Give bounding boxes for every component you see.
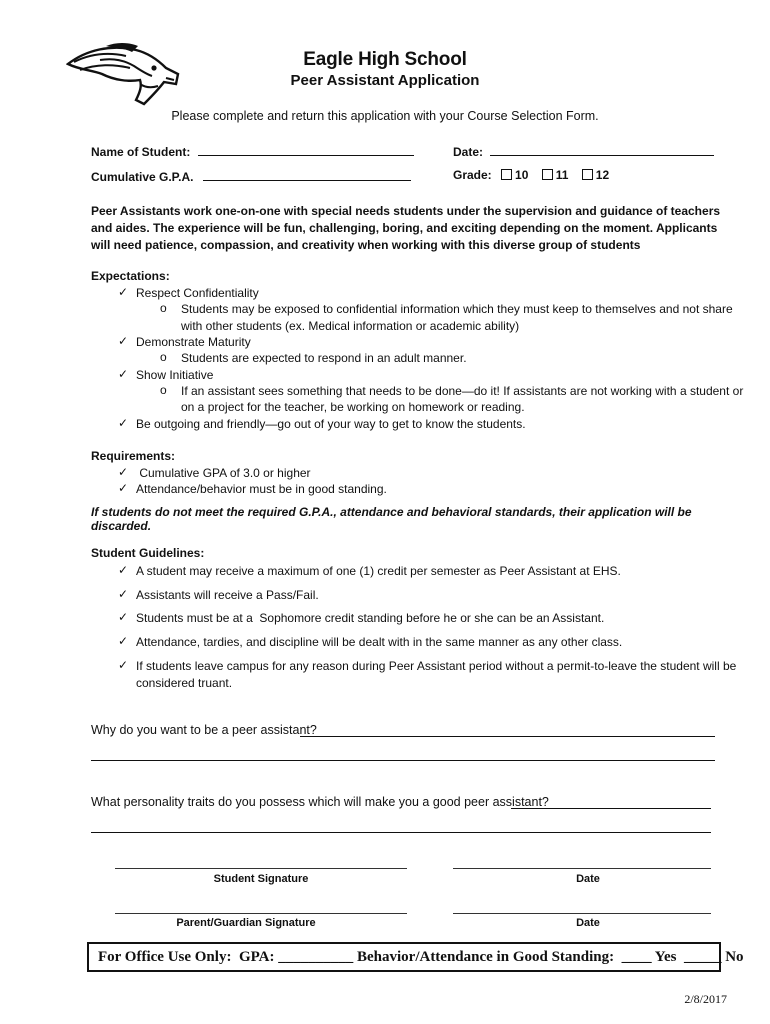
question-why: Why do you want to be a peer assistant? bbox=[91, 723, 317, 737]
grade-option-12: 12 bbox=[595, 168, 610, 182]
check-icon: ✓ bbox=[118, 610, 129, 624]
checkbox-icon[interactable] bbox=[501, 169, 512, 180]
date-line[interactable] bbox=[453, 913, 711, 914]
discard-warning: If students do not meet the required G.P.A., attendance and behavioral standards, their application will be discarded. bbox=[91, 505, 692, 533]
expectations-heading: Expectations: bbox=[91, 269, 170, 283]
name-input-line[interactable] bbox=[198, 143, 414, 156]
office-gpa-label: For Office Use Only: GPA: bbox=[98, 949, 279, 965]
expectation-item: Show Initiative bbox=[136, 368, 214, 382]
intro-text: Please complete and return this application with your Course Selection Form. bbox=[171, 109, 599, 123]
guideline-item: A student may receive a maximum of one (1) credit per semester as Peer Assistant at EHS. bbox=[136, 564, 621, 578]
expectation-item: Demonstrate Maturity bbox=[136, 335, 251, 349]
check-icon: ✓ bbox=[118, 481, 129, 495]
expectation-subitem: Students are expected to respond in an adult manner. bbox=[181, 351, 467, 365]
office-no-label: No bbox=[721, 949, 744, 965]
answer-line[interactable] bbox=[300, 736, 715, 737]
office-standing-label: Behavior/Attendance in Good Standing: bbox=[353, 949, 622, 965]
parent-signature-line[interactable] bbox=[115, 913, 407, 914]
requirement-item: Cumulative GPA of 3.0 or higher bbox=[136, 466, 311, 480]
name-field-row bbox=[91, 143, 414, 159]
expectation-item: Respect Confidentiality bbox=[136, 286, 259, 300]
gpa-field-row bbox=[91, 168, 411, 184]
guideline-item: If students leave campus for any reason during Peer Assistant period without a permit-to-leave the student will be bbox=[136, 659, 737, 673]
date-line[interactable] bbox=[453, 868, 711, 869]
answer-line[interactable] bbox=[91, 832, 711, 833]
expectation-subitem: on a project for the teacher, be working on homework or reading. bbox=[181, 400, 525, 414]
grade-option-10: 10 bbox=[515, 168, 529, 182]
parent-signature-label: Parent/Guardian Signature bbox=[176, 917, 316, 929]
answer-line[interactable] bbox=[511, 808, 711, 809]
date-label: Date bbox=[576, 873, 600, 885]
office-use-box bbox=[87, 942, 744, 972]
student-signature-line[interactable] bbox=[115, 868, 407, 869]
requirements-heading: Requirements: bbox=[91, 449, 176, 463]
date-input-line[interactable] bbox=[490, 143, 714, 156]
grade-label: Grade: bbox=[453, 168, 492, 182]
bullet-o-icon: o bbox=[160, 301, 167, 315]
grade-option-11: 11 bbox=[555, 168, 569, 182]
office-yes-label: Yes bbox=[651, 949, 684, 965]
check-icon: ✓ bbox=[118, 587, 129, 601]
description-paragraph: Peer Assistants work one-on-one with special needs students under the supervision and guidance of teachers and aides. The experience will be fun, challenging, boring, and exciting depending on the moment. Applicants will need patience, compassion, and creativity when working with this diverse group of students bbox=[91, 204, 721, 252]
expectation-subitem: Students may be exposed to confidential information which they must keep to themselves and not share bbox=[181, 302, 733, 316]
school-title: Eagle High School bbox=[303, 49, 467, 70]
name-label: Name of Student: bbox=[91, 145, 191, 159]
expectation-item: Be outgoing and friendly—go out of your way to get to know the students. bbox=[136, 417, 526, 431]
date-field-row bbox=[453, 143, 714, 159]
check-icon: ✓ bbox=[118, 658, 129, 672]
gpa-label: Cumulative G.P.A. bbox=[91, 170, 194, 184]
guideline-item: Students must be at a Sophomore credit standing before he or she can be an Assistant. bbox=[136, 611, 605, 625]
form-title: Peer Assistant Application bbox=[290, 72, 480, 89]
check-icon: ✓ bbox=[118, 563, 129, 577]
question-traits: What personality traits do you possess which will make you a good peer assistant? bbox=[91, 795, 549, 809]
office-no-blank[interactable]: _____ bbox=[683, 949, 722, 965]
guideline-item-continued: considered truant. bbox=[136, 676, 233, 690]
bullet-o-icon: o bbox=[160, 350, 167, 364]
answer-line[interactable] bbox=[91, 760, 715, 761]
checkbox-icon[interactable] bbox=[542, 169, 553, 180]
checkbox-icon[interactable] bbox=[582, 169, 593, 180]
footer-date: 2/8/2017 bbox=[684, 992, 727, 1006]
student-signature-label: Student Signature bbox=[213, 873, 309, 885]
gpa-input-line[interactable] bbox=[203, 168, 411, 181]
expectation-subitem: with other students (ex. Medical information or academic ability) bbox=[181, 319, 520, 333]
check-icon: ✓ bbox=[118, 367, 129, 381]
check-icon: ✓ bbox=[118, 634, 129, 648]
office-gpa-blank[interactable]: __________ bbox=[278, 949, 354, 965]
office-yes-blank[interactable]: ____ bbox=[621, 949, 652, 965]
check-icon: ✓ bbox=[118, 285, 129, 299]
check-icon: ✓ bbox=[118, 465, 129, 479]
check-icon: ✓ bbox=[118, 334, 129, 348]
check-icon: ✓ bbox=[118, 416, 129, 430]
grade-field-row bbox=[453, 168, 609, 182]
date-label: Date: bbox=[453, 145, 484, 159]
bullet-o-icon: o bbox=[160, 383, 167, 397]
date-label: Date bbox=[576, 917, 600, 929]
expectation-subitem: If an assistant sees something that needs to be done—do it! If assistants are not working with a student or bbox=[181, 384, 744, 398]
guideline-item: Assistants will receive a Pass/Fail. bbox=[136, 588, 319, 602]
guideline-item: Attendance, tardies, and discipline will be dealt with in the same manner as any other class. bbox=[136, 635, 623, 649]
guidelines-heading: Student Guidelines: bbox=[91, 546, 205, 560]
requirement-item: Attendance/behavior must be in good standing. bbox=[136, 482, 387, 496]
